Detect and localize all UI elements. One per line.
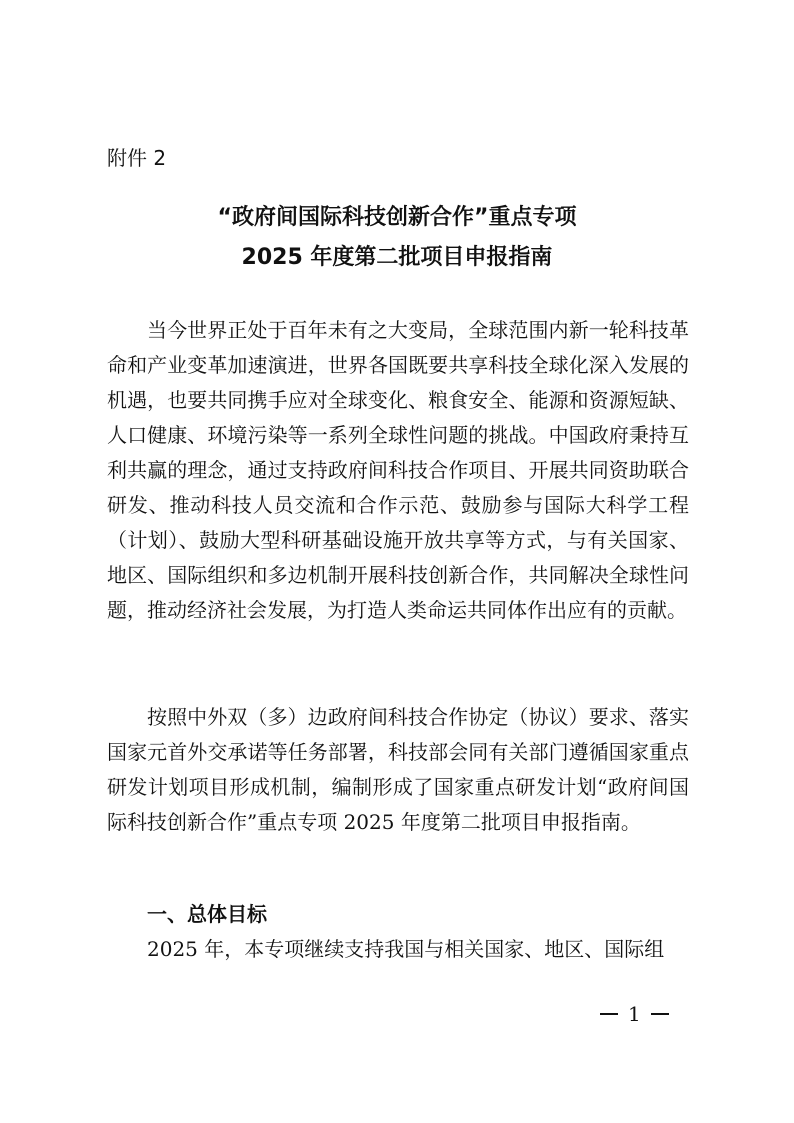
page-number-dash-right	[651, 1013, 669, 1015]
document-title-line1: “政府间国际科技创新合作”重点专项	[217, 205, 577, 230]
page-number-dash-left	[600, 1013, 618, 1015]
paragraph-intro: 当今世界正处于百年未有之大变局，全球范围内新一轮科技革命和产业变革加速演进，世界各国既要共享科技全球化深入发展的机遇，也要共同携手应对全球变化、粮食安全、能源和资源短缺、人口健康、环境污染等一系列全球性问题的挑战。中国政府秉持互利共赢的理念，通过支持政府间科技合作项目、开展共同资助联合研发、推动科技人员交流和合作示范、鼓励参与国际大科学工程（计划）、鼓励大型科研基础设施开放共享等方式，与有关国家、地区、国际组织和多边机制开展科技创新合作，共同解决全球性问题，推动经济社会发展，为打造人类命运共同体作出应有的贡献。	[107, 318, 689, 622]
attachment-label: 附件 2	[107, 146, 167, 170]
paragraph-basis: 按照中外双（多）边政府间科技合作协定（协议）要求、落实国家元首外交承诺等任务部署，科技部会同有关部门遵循国家重点研发计划项目形成机制，编制形成了国家重点研发计划“政府间国际科技创新合作”重点专项 2025 年度第二批项目申报指南。	[107, 705, 689, 834]
document-title-line2: 2025 年度第二批项目申报指南	[241, 245, 553, 270]
paragraph-goal-start: 2025 年，本专项继续支持我国与相关国家、地区、国际组	[147, 937, 665, 961]
page-number: 1	[628, 1002, 641, 1026]
section-heading-overall-goal: 一、总体目标	[147, 902, 267, 926]
